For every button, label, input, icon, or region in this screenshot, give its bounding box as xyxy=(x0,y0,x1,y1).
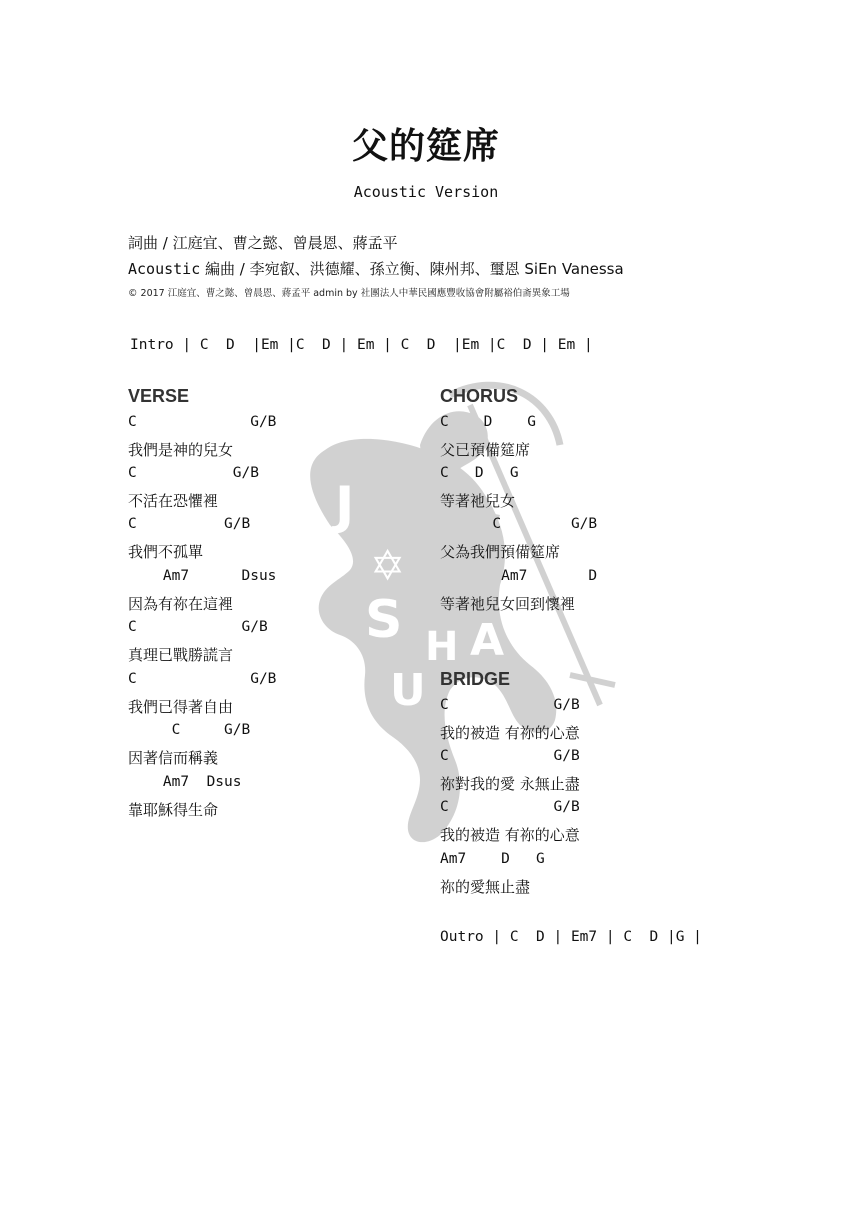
watermark-letter-a: A xyxy=(470,615,505,666)
lyrics-music-credit: 詞曲 / 江庭宜、曹之懿、曾晨恩、蔣孟平 xyxy=(128,234,398,252)
chorus-lyric-1: 父已預備筵席 xyxy=(440,441,531,459)
bridge-lyric-4: 祢的愛無止盡 xyxy=(440,878,531,896)
verse-chord-7: C G/B xyxy=(128,722,251,738)
verse-chord-3: C G/B xyxy=(128,516,251,532)
outro-chords: Outro | C D | Em7 | C D |G | xyxy=(440,929,702,945)
verse-chord-5: C G/B xyxy=(128,619,268,635)
verse-chord-2: C G/B xyxy=(128,465,259,481)
chorus-lyric-2: 等著祂兒女 xyxy=(440,492,516,510)
arrangement-credit xyxy=(128,258,624,279)
song-title: 父的筵席 xyxy=(351,125,500,167)
bridge-chord-1: C G/B xyxy=(440,697,580,713)
arrangement-names: 編曲 / 李宛叡、洪德耀、孫立衡、陳州邦、璽恩 SiEn Vanessa xyxy=(200,260,624,278)
bridge-chord-2: C G/B xyxy=(440,748,580,764)
chorus-lyric-4: 等著祂兒女回到懷裡 xyxy=(440,595,576,613)
verse-heading: VERSE xyxy=(128,386,190,406)
watermark-star: ✡ xyxy=(370,541,406,590)
bridge-lyric-1: 我的被造 有祢的心意 xyxy=(440,724,580,742)
bridge-lyric-2: 祢對我的愛 永無止盡 xyxy=(440,775,580,793)
watermark-letter-j: J xyxy=(335,476,355,536)
bridge-heading: BRIDGE xyxy=(440,669,511,689)
copyright-notice: © 2017 江庭宜、曹之懿、曾晨恩、蔣孟平 admin by 社團法人中華民國應豐收協會附屬裕伯斋異象工場 xyxy=(128,288,570,299)
watermark-letter-u: U xyxy=(390,665,426,716)
chorus-chord-4: Am7 D xyxy=(440,568,598,584)
verse-chord-1: C G/B xyxy=(128,414,277,430)
intro-chords: Intro | C D |Em |C D | Em | C D |Em |C D | Em | xyxy=(130,337,593,353)
verse-chord-6: C G/B xyxy=(128,671,277,687)
verse-lyric-7: 因著信而稱義 xyxy=(128,749,219,767)
verse-lyric-6: 我們已得著自由 xyxy=(128,698,234,716)
chorus-chord-1: C D G xyxy=(440,414,537,430)
bridge-lyric-3: 我的被造 有祢的心意 xyxy=(440,826,580,844)
verse-lyric-8: 靠耶穌得生命 xyxy=(128,801,219,819)
verse-lyric-4: 因為有祢在這裡 xyxy=(128,595,234,613)
verse-lyric-3: 我們不孤單 xyxy=(128,543,204,561)
verse-chord-4: Am7 Dsus xyxy=(128,568,277,584)
watermark-letter-h: H xyxy=(425,624,459,670)
verse-chord-8: Am7 Dsus xyxy=(128,774,242,790)
verse-lyric-1: 我們是神的兒女 xyxy=(128,441,234,459)
bridge-chord-3: C G/B xyxy=(440,799,580,815)
verse-lyric-5: 真理已戰勝謊言 xyxy=(128,646,234,664)
verse-lyric-2: 不活在恐懼裡 xyxy=(128,492,219,510)
chorus-chord-3: C G/B xyxy=(440,516,598,532)
bridge-chord-4: Am7 D G xyxy=(440,851,545,867)
arrangement-label: Acoustic xyxy=(128,260,201,278)
chorus-lyric-3: 父為我們預備筵席 xyxy=(440,543,561,561)
song-subtitle: Acoustic Version xyxy=(353,183,499,201)
watermark-letter-s: S xyxy=(365,590,403,650)
chorus-chord-2: C D G xyxy=(440,465,519,481)
chorus-heading: CHORUS xyxy=(440,386,519,406)
